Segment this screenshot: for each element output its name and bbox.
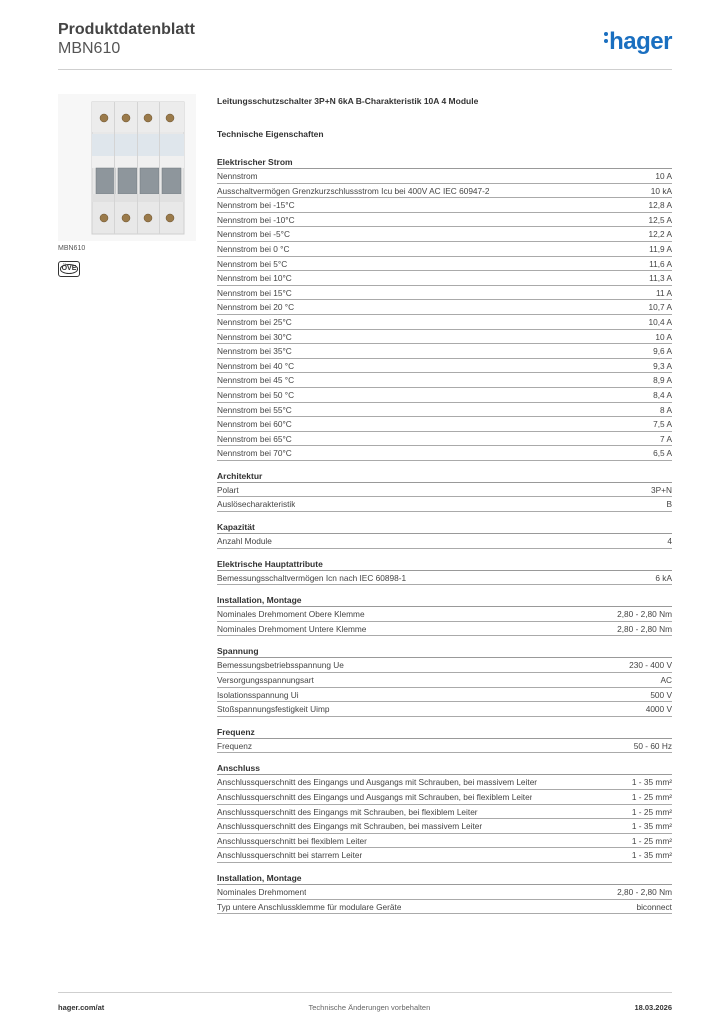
spec-label: Nennstrom bei 50 °C (217, 389, 295, 400)
spec-label: Anschlussquerschnitt des Eingangs und Ausgangs mit Schrauben, bei massivem Leiter (217, 777, 538, 788)
spec-label: Nennstrom bei 25°C (217, 316, 292, 327)
spec-row (217, 534, 672, 549)
spec-label: Nennstrom bei -15°C (217, 200, 295, 211)
section-title: Elektrische Hauptattribute (217, 558, 672, 571)
spec-row (217, 227, 672, 242)
section-title: Frequenz (217, 726, 672, 739)
page-subtitle: MBN610 (58, 40, 121, 57)
spec-value: 11,3 A (649, 273, 672, 284)
spec-row (217, 403, 672, 418)
spec-row (217, 483, 672, 498)
spec-section (217, 470, 672, 512)
spec-value: 2,80 - 2,80 Nm (617, 886, 672, 897)
spec-label: Anschlussquerschnitt bei starrem Leiter (217, 850, 363, 861)
spec-value: 8,4 A (653, 389, 672, 400)
spec-value: 1 - 25 mm² (631, 792, 672, 802)
hager-logo (604, 28, 672, 56)
spec-value: 10,7 A (648, 302, 672, 313)
ove-logo-text: ÖVE (61, 265, 77, 272)
spec-row (217, 622, 672, 637)
spec-label: Nennstrom bei 60°C (217, 419, 292, 430)
spec-label: Nennstrom bei 0 °C (217, 243, 290, 254)
spec-value: 12,5 A (648, 214, 672, 225)
spec-value: AC (660, 675, 672, 686)
spec-value: 10 A (655, 171, 672, 181)
footer-website-link[interactable]: hager.com/at (58, 1003, 105, 1012)
spec-row (217, 848, 672, 863)
spec-row (217, 242, 672, 257)
spec-row (217, 344, 672, 359)
spec-section (217, 726, 672, 754)
spec-row (217, 790, 672, 805)
section-title: Architektur (217, 470, 672, 483)
spec-section (217, 645, 672, 716)
spec-value: 9,3 A (653, 360, 672, 371)
spec-value: 8,9 A (653, 375, 672, 386)
spec-row (217, 571, 672, 586)
spec-label: Nennstrom bei 20 °C (217, 302, 295, 313)
spec-label: Anschlussquerschnitt des Eingangs und Ausgangs mit Schrauben, bei flexiblem Leiter (217, 792, 533, 802)
spec-row (217, 673, 672, 688)
section-title: Kapazität (217, 521, 672, 534)
spec-section (217, 521, 672, 549)
spec-value: 230 - 400 V (629, 660, 672, 671)
spec-section (217, 558, 672, 586)
spec-value: 7 A (660, 433, 672, 444)
spec-value: 2,80 - 2,80 Nm (617, 609, 672, 620)
spec-value: 10,4 A (648, 316, 672, 327)
spec-value: 6,5 A (653, 448, 672, 459)
spec-value: 4 (667, 536, 672, 547)
spec-value: 1 - 25 mm² (631, 835, 672, 846)
spec-row (217, 805, 672, 820)
section-title: Installation, Montage (217, 594, 672, 607)
spec-label: Anschlussquerschnitt bei flexiblem Leiter (217, 835, 367, 846)
spec-label: Auslösecharakteristik (217, 499, 296, 510)
footer-disclaimer: Technische Änderungen vorbehalten (308, 1003, 431, 1012)
spec-label: Bemessungsschaltvermögen Icn nach IEC 60898-1 (217, 572, 407, 583)
spec-label: Nennstrom bei 40 °C (217, 360, 295, 371)
spec-value: 9,6 A (653, 346, 672, 357)
spec-label: Nennstrom bei 30°C (217, 331, 292, 342)
product-image (58, 94, 196, 241)
ove-certification-icon (58, 261, 80, 277)
spec-value: 6 kA (655, 572, 672, 583)
spec-label: Nennstrom bei 5°C (217, 258, 288, 269)
section-title: Elektrischer Strom (217, 156, 672, 169)
spec-label: Nennstrom bei 10°C (217, 273, 292, 284)
spec-section (217, 762, 672, 863)
logo-text: hager (609, 28, 672, 55)
spec-row (217, 607, 672, 622)
spec-label: Nominales Drehmoment Untere Klemme (217, 623, 367, 634)
spec-section (217, 156, 672, 461)
spec-row (217, 775, 672, 790)
spec-label: Isolationsspannung Ui (217, 689, 299, 700)
spec-value: 11,9 A (649, 243, 672, 254)
spec-sections (217, 156, 672, 914)
section-title: Anschluss (217, 762, 672, 775)
spec-section (217, 872, 672, 914)
spec-value: 11 A (656, 287, 672, 298)
spec-label: Versorgungsspannungsart (217, 675, 314, 686)
page-header (58, 20, 672, 70)
spec-row (217, 702, 672, 717)
spec-row (217, 900, 672, 915)
spec-value: 1 - 35 mm² (631, 821, 672, 832)
technical-properties-heading: Technische Eigenschaften (217, 129, 324, 139)
spec-row (217, 184, 672, 199)
product-image-column (58, 94, 196, 277)
spec-value: 8 A (660, 404, 672, 415)
circuit-breaker-image (58, 94, 196, 241)
spec-row (217, 658, 672, 673)
spec-row (217, 819, 672, 834)
spec-row (217, 286, 672, 301)
logo-dots-icon (604, 29, 608, 46)
spec-label: Anschlussquerschnitt des Eingangs mit Schrauben, bei flexiblem Leiter (217, 806, 478, 817)
spec-label: Nominales Drehmoment (217, 886, 307, 897)
spec-value: 2,80 - 2,80 Nm (617, 623, 672, 634)
spec-row (217, 834, 672, 849)
spec-value: 12,8 A (648, 200, 672, 211)
spec-label: Stoßspannungsfestigkeit Uimp (217, 704, 330, 715)
spec-row (217, 213, 672, 228)
spec-label: Nennstrom bei -5°C (217, 229, 290, 240)
spec-label: Bemessungsbetriebsspannung Ue (217, 660, 344, 671)
spec-row (217, 373, 672, 388)
spec-row (217, 388, 672, 403)
spec-value: 1 - 35 mm² (631, 777, 672, 788)
spec-row (217, 885, 672, 900)
spec-value: 50 - 60 Hz (633, 740, 672, 751)
footer-date: 18.03.2026 (634, 1003, 672, 1012)
spec-label: Frequenz (217, 740, 253, 751)
spec-value: B (666, 499, 672, 510)
spec-label: Nennstrom bei 70°C (217, 448, 292, 459)
product-caption: MBN610 (58, 245, 86, 252)
spec-label: Nennstrom bei -10°C (217, 214, 295, 225)
spec-label: Anzahl Module (217, 536, 272, 547)
spec-value: 11,6 A (649, 258, 672, 269)
spec-label: Ausschaltvermögen Grenzkurzschlussstrom Icu bei 400V AC IEC 60947-2 (217, 185, 490, 196)
spec-label: Nennstrom bei 15°C (217, 287, 292, 298)
spec-row (217, 315, 672, 330)
spec-label: Polart (217, 484, 239, 495)
spec-row (217, 417, 672, 432)
page-footer (58, 992, 672, 1012)
product-name: Leitungsschutzschalter 3P+N 6kA B-Charakteristik 10A 4 Module (217, 96, 479, 106)
spec-label: Nennstrom bei 65°C (217, 433, 292, 444)
spec-label: Nennstrom bei 35°C (217, 346, 292, 357)
spec-label: Anschlussquerschnitt des Eingangs mit Schrauben, bei massivem Leiter (217, 821, 483, 832)
section-title: Spannung (217, 645, 672, 658)
spec-row (217, 300, 672, 315)
spec-value: 10 A (655, 331, 672, 342)
spec-value: 4000 V (645, 704, 672, 715)
spec-section (217, 594, 672, 636)
spec-value: 7,5 A (653, 419, 672, 430)
spec-label: Nennstrom bei 45 °C (217, 375, 295, 386)
spec-row (217, 739, 672, 754)
spec-value: 10 kA (650, 185, 672, 196)
spec-value: biconnect (636, 901, 672, 912)
spec-value: 1 - 35 mm² (631, 850, 672, 861)
spec-row (217, 257, 672, 272)
spec-row (217, 271, 672, 286)
page-title: Produktdatenblatt (58, 21, 195, 38)
product-data-main (217, 96, 672, 914)
spec-value: 3P+N (651, 484, 672, 495)
spec-value: 1 - 25 mm² (631, 806, 672, 817)
spec-label: Typ untere Anschlussklemme für modulare Geräte (217, 901, 402, 912)
section-title: Installation, Montage (217, 872, 672, 885)
spec-row (217, 330, 672, 345)
spec-value: 500 V (650, 689, 672, 700)
spec-row (217, 432, 672, 447)
spec-label: Nennstrom bei 55°C (217, 404, 292, 415)
spec-row (217, 169, 672, 184)
spec-row (217, 359, 672, 374)
spec-label: Nennstrom (217, 171, 258, 181)
spec-row (217, 497, 672, 512)
spec-value: 12,2 A (648, 229, 672, 240)
spec-label: Nominales Drehmoment Obere Klemme (217, 609, 365, 620)
spec-row (217, 446, 672, 461)
spec-row (217, 688, 672, 703)
spec-row (217, 198, 672, 213)
